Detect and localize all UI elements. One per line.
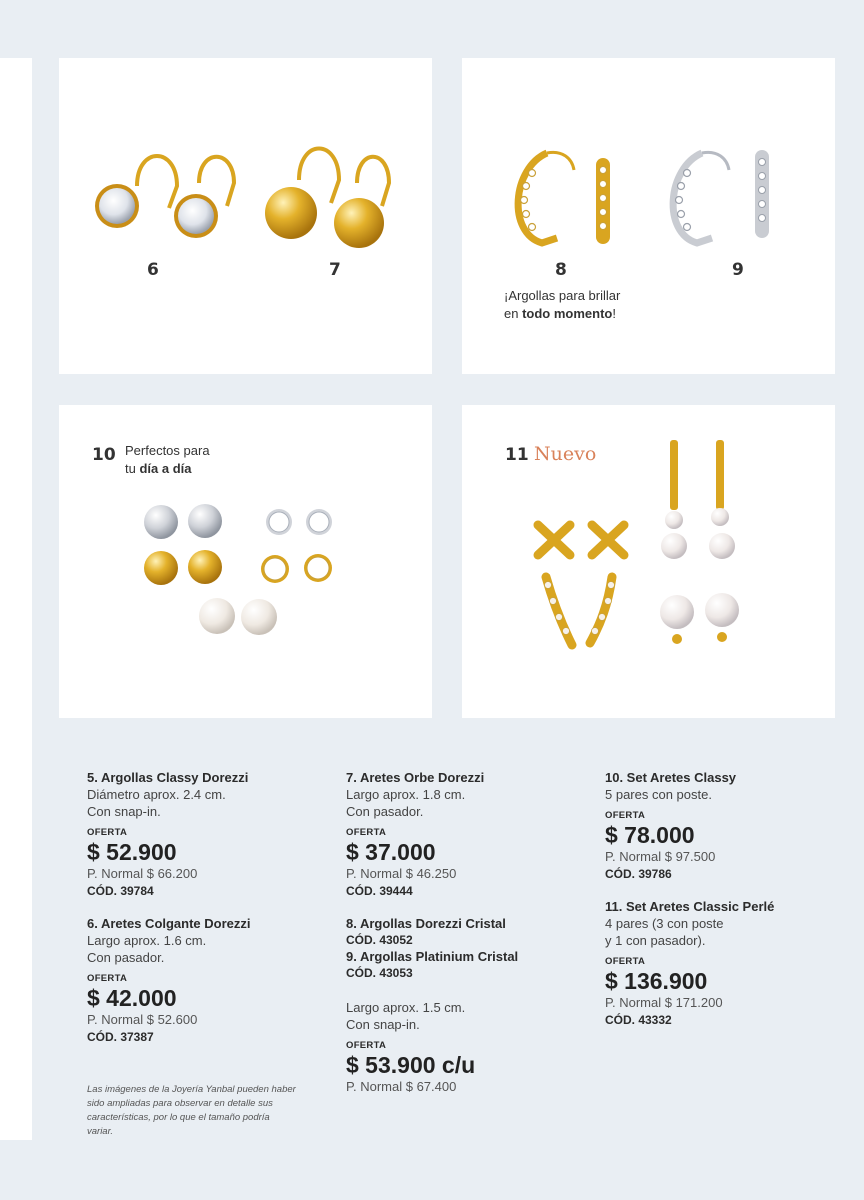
product-photo-panel-6-7 — [59, 58, 432, 374]
product-11 — [605, 898, 845, 1028]
offer-price: $ 136.900 — [605, 968, 708, 994]
item-number-10: 10 — [92, 445, 116, 465]
tagline-bold: día a día — [139, 461, 192, 476]
normal-price: P. Normal $ 66.200 — [87, 866, 198, 881]
new-badge: Nuevo — [534, 443, 597, 465]
product-desc: Con snap-in. — [87, 804, 161, 819]
hoops-tagline — [504, 287, 620, 323]
product-code: CÓD. 39786 — [605, 867, 672, 881]
product-7 — [346, 769, 586, 899]
item-number-6: 6 — [147, 260, 159, 280]
offer-price: $ 53.900 c/u — [346, 1052, 476, 1078]
offer-label: OFERTA — [605, 956, 646, 967]
earrings-10-illustration — [59, 405, 432, 718]
item-number-7: 7 — [329, 260, 341, 280]
product-code: CÓD. 43053 — [346, 966, 413, 980]
product-desc: Con pasador. — [346, 804, 424, 819]
product-10 — [605, 769, 845, 882]
product-name: 9. Argollas Platinium Cristal — [346, 949, 519, 964]
normal-price: P. Normal $ 52.600 — [87, 1012, 198, 1027]
offer-price: $ 37.000 — [346, 839, 436, 865]
tagline-bold: todo momento — [522, 306, 613, 321]
image-disclaimer: Las imágenes de la Joyería Yanbal pueden haber sido ampliadas para observar en detalle sus características, por lo que el tamaño podría variar. — [87, 1084, 296, 1137]
offer-label: OFERTA — [346, 1040, 387, 1051]
product-code: CÓD. 43332 — [605, 1013, 672, 1027]
product-desc: y 1 con pasador). — [605, 933, 706, 948]
product-desc: 4 pares (3 con poste — [605, 916, 724, 931]
item-number-8: 8 — [555, 260, 567, 280]
offer-label: OFERTA — [346, 827, 387, 838]
item-number-9: 9 — [732, 260, 744, 280]
product-name: 6. Aretes Colgante Dorezzi — [87, 916, 251, 931]
product-code: CÓD. 43052 — [346, 933, 413, 947]
earrings-8-9-illustration — [462, 58, 835, 374]
product-code: CÓD. 39444 — [346, 884, 413, 898]
tagline-line-1: Perfectos para — [125, 443, 210, 458]
product-column-3 — [605, 769, 845, 1044]
product-name: 11. Set Aretes Classic Perlé — [605, 899, 775, 914]
product-desc: Con snap-in. — [346, 1017, 420, 1032]
product-desc: Largo aprox. 1.6 cm. — [87, 933, 207, 948]
product-code: CÓD. 39784 — [87, 884, 154, 898]
product-desc: Largo aprox. 1.8 cm. — [346, 787, 466, 802]
product-code: CÓD. 37387 — [87, 1030, 154, 1044]
product-name: 5. Argollas Classy Dorezzi — [87, 770, 249, 785]
offer-price: $ 78.000 — [605, 822, 695, 848]
product-8-9 — [346, 915, 586, 1095]
tagline-suffix: ! — [612, 306, 616, 321]
product-photo-panel-8-9 — [462, 58, 835, 374]
product-photo-panel-11 — [462, 405, 835, 718]
product-desc: Largo aprox. 1.5 cm. — [346, 1000, 466, 1015]
item-number-11: 11 — [505, 445, 529, 465]
product-name: 7. Aretes Orbe Dorezzi — [346, 770, 485, 785]
product-column-2 — [346, 769, 586, 1111]
offer-price: $ 42.000 — [87, 985, 177, 1011]
product-desc: Con pasador. — [87, 950, 165, 965]
normal-price: P. Normal $ 171.200 — [605, 995, 723, 1010]
earrings-11-illustration — [462, 405, 835, 718]
product-name: 8. Argollas Dorezzi Cristal — [346, 916, 506, 931]
product-5 — [87, 769, 327, 899]
product-6 — [87, 915, 327, 1045]
product-name: 10. Set Aretes Classy — [605, 770, 737, 785]
normal-price: P. Normal $ 46.250 — [346, 866, 457, 881]
offer-label: OFERTA — [87, 827, 128, 838]
normal-price: P. Normal $ 67.400 — [346, 1079, 457, 1094]
tagline-line-2-prefix: en — [504, 306, 523, 321]
tagline-line-1: ¡Argollas para brillar — [504, 288, 621, 303]
product-column-1 — [87, 769, 327, 1061]
normal-price: P. Normal $ 97.500 — [605, 849, 716, 864]
product-desc: 5 pares con poste. — [605, 787, 712, 802]
previous-page-edge — [0, 58, 32, 1140]
product-desc: Diámetro aprox. 2.4 cm. — [87, 787, 226, 802]
offer-label: OFERTA — [87, 973, 128, 984]
earrings-6-7-illustration — [59, 58, 432, 374]
offer-price: $ 52.900 — [87, 839, 177, 865]
product-photo-panel-10 — [59, 405, 432, 718]
offer-label: OFERTA — [605, 810, 646, 821]
tagline-line-2-prefix: tu — [125, 461, 140, 476]
